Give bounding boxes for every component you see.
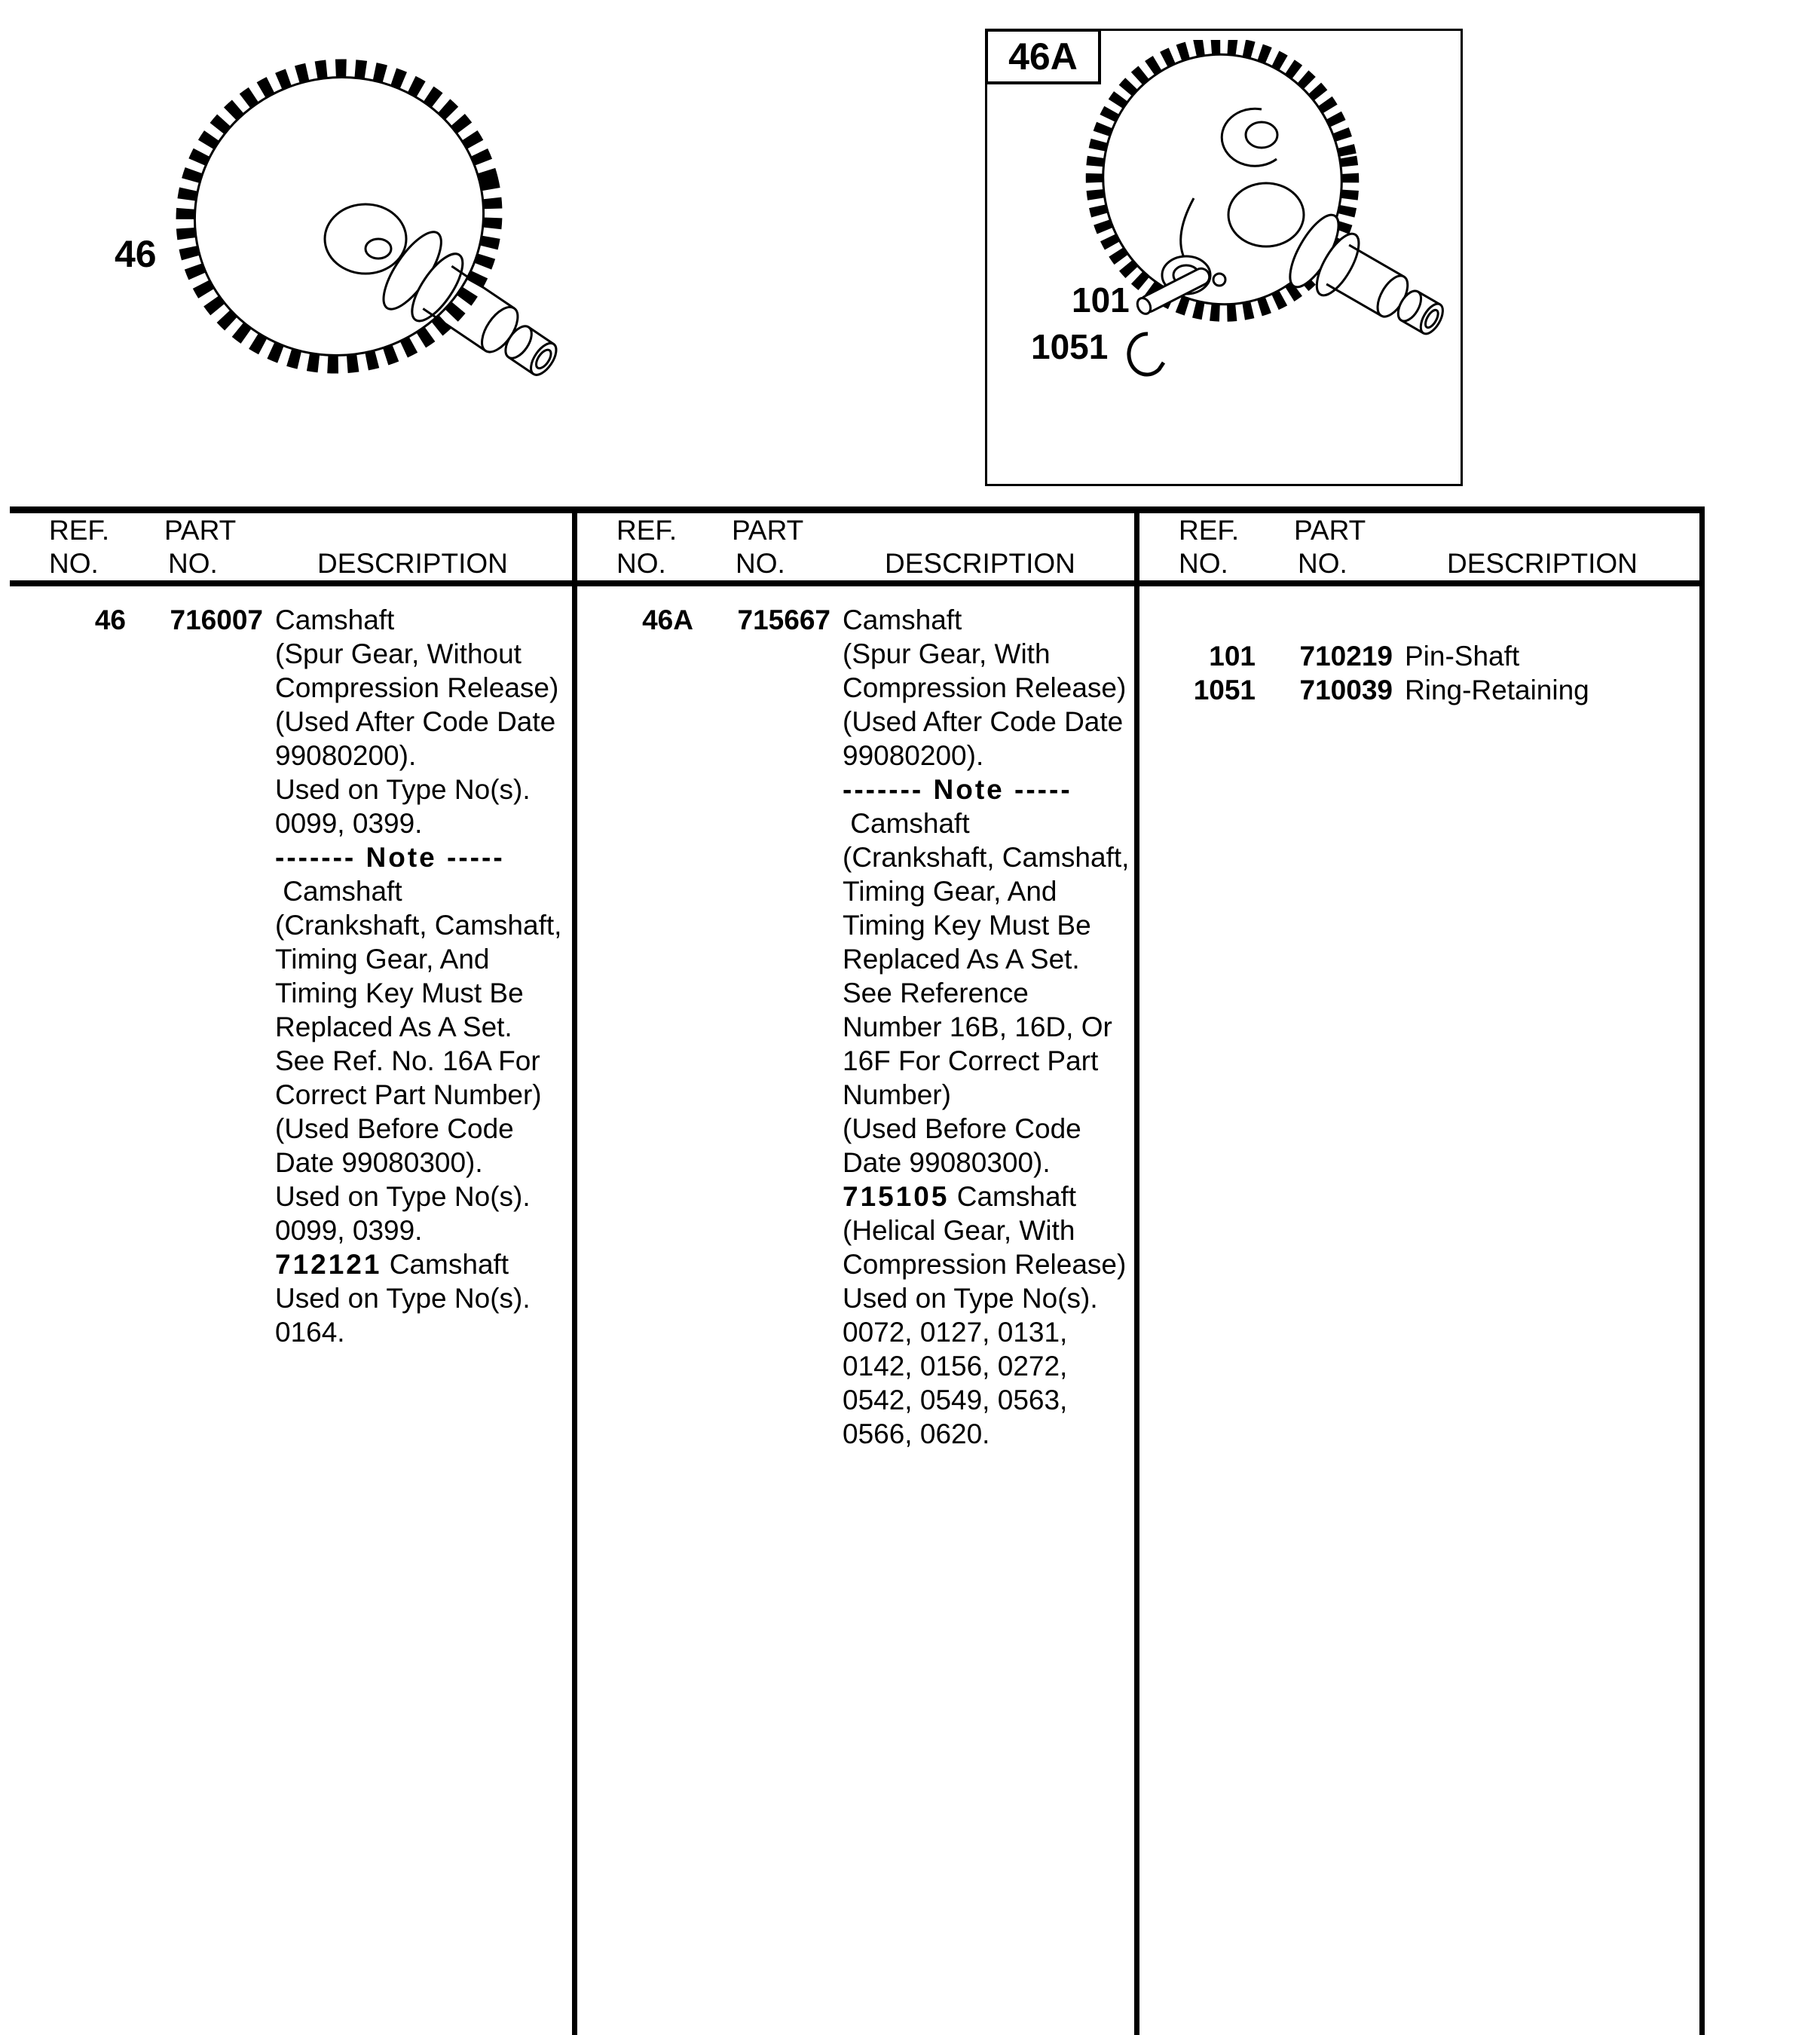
description-line: See Ref. No. 16A For (275, 1045, 540, 1076)
ref-no-header: NO. (1179, 548, 1228, 579)
figure-46-label: 46 (115, 233, 157, 275)
description-line: Ring-Retaining (1405, 675, 1589, 705)
description-line: 99080200). (843, 740, 984, 771)
table-row (10, 603, 572, 1349)
ref-no-header: REF. (1179, 515, 1240, 546)
description-line: Compression Release) (275, 672, 559, 703)
figure-46a-box (985, 29, 1463, 486)
description-header: DESCRIPTION (1447, 548, 1638, 579)
pin-label: 101 (1072, 280, 1130, 320)
part-no-header: NO. (168, 548, 218, 579)
description-line: (Used After Code Date (843, 706, 1124, 737)
description-line: 0072, 0127, 0131, (843, 1317, 1068, 1348)
description-line: (Crankshaft, Camshaft, (843, 842, 1130, 873)
retaining-ring-label: 1051 (1031, 327, 1109, 366)
column-body (577, 603, 1136, 1451)
description-line: 16F For Correct Part (843, 1045, 1099, 1076)
part-no-cell: 716007 (170, 604, 263, 635)
description-line: (Spur Gear, Without (275, 638, 522, 669)
description-line: Timing Gear, And (275, 944, 490, 975)
ref-no-cell: 46A (642, 604, 693, 635)
description-line: Timing Key Must Be (843, 910, 1091, 941)
description-line: Used on Type No(s). (275, 1283, 531, 1314)
description-line: Number 16B, 16D, Or (843, 1011, 1112, 1042)
part-no-header: PART (1294, 515, 1366, 546)
ref-no-header: REF. (616, 515, 678, 546)
description-line: Used on Type No(s). (843, 1283, 1098, 1314)
description-line: Replaced As A Set. (843, 944, 1080, 975)
description-line: (Crankshaft, Camshaft, (275, 910, 562, 941)
description-line: (Helical Gear, With (843, 1215, 1075, 1246)
description-line: Number) (843, 1079, 951, 1110)
description-line: 0164. (275, 1317, 345, 1348)
ref-no-header: NO. (616, 548, 666, 579)
description-line: 0566, 0620. (843, 1418, 990, 1449)
description-line: Date 99080300). (843, 1147, 1051, 1178)
ref-no-header: REF. (49, 515, 110, 546)
description-line: Compression Release) (843, 1249, 1127, 1280)
description-line: Used on Type No(s). (275, 1181, 531, 1212)
description-line: (Spur Gear, With (843, 638, 1051, 669)
ref-no-header: NO. (49, 548, 99, 579)
description-line: Camshaft (843, 604, 962, 635)
description-line: Pin-Shaft (1405, 641, 1520, 672)
retaining-ring-icon (1129, 334, 1164, 375)
camshaft-46-illustration (106, 54, 603, 390)
table-header-rule (10, 580, 1705, 586)
description-line: Used on Type No(s). (275, 774, 531, 805)
table-row (577, 603, 1136, 1451)
description-cell (1405, 639, 1703, 673)
description-line: ------- Note ----- (843, 774, 1072, 805)
part-no-header: PART (732, 515, 804, 546)
column-header (1139, 506, 1703, 580)
description-line: 715105 Camshaft (843, 1181, 1077, 1212)
ref-no-cell: 101 (1209, 641, 1256, 672)
description-cell (1405, 673, 1703, 707)
description-line: Timing Gear, And (843, 876, 1057, 907)
description-line: Camshaft (275, 604, 395, 635)
description-line: See Reference (843, 978, 1029, 1008)
description-line: 0542, 0549, 0563, (843, 1385, 1068, 1415)
description-cell (843, 603, 1136, 1451)
description-line: 712121 Camshaft (275, 1249, 509, 1280)
table-right-rule (1699, 506, 1705, 2035)
column-header (577, 506, 1136, 580)
part-no-header: NO. (736, 548, 785, 579)
gear-hub-icon (325, 204, 406, 274)
description-line: 99080200). (275, 740, 417, 771)
part-no-cell: 710039 (1299, 675, 1393, 705)
description-line: ------- Note ----- (275, 842, 505, 873)
description-line: (Used Before Code (275, 1113, 514, 1144)
description-line: (Used Before Code (843, 1113, 1081, 1144)
table-row (1139, 673, 1703, 707)
part-no-header: PART (164, 515, 237, 546)
column-body (1139, 639, 1703, 707)
column-header (10, 506, 572, 580)
description-line: 0099, 0399. (275, 1215, 423, 1246)
description-line: Camshaft (275, 876, 402, 907)
gear-hub-icon (1228, 183, 1304, 246)
description-line: Correct Part Number) (275, 1079, 542, 1110)
description-line: Compression Release) (843, 672, 1127, 703)
part-no-cell: 710219 (1299, 641, 1393, 672)
table-row (1139, 639, 1703, 673)
column-divider-1 (572, 506, 577, 2035)
column-body (10, 603, 572, 1349)
part-no-header: NO. (1298, 548, 1347, 579)
description-line: Replaced As A Set. (275, 1011, 512, 1042)
figure-46a-label: 46A (1008, 35, 1078, 78)
description-header: DESCRIPTION (885, 548, 1075, 579)
description-line: (Used After Code Date (275, 706, 556, 737)
description-header: DESCRIPTION (317, 548, 508, 579)
part-no-cell: 715667 (737, 604, 830, 635)
ref-no-cell: 1051 (1193, 675, 1256, 705)
ref-no-cell: 46 (94, 604, 126, 635)
description-line: 0142, 0156, 0272, (843, 1351, 1068, 1382)
description-line: Date 99080300). (275, 1147, 483, 1178)
description-line: 0099, 0399. (275, 808, 423, 839)
description-line: Camshaft (843, 808, 970, 839)
camshaft-46a-illustration (996, 40, 1451, 477)
description-line: Timing Key Must Be (275, 978, 524, 1008)
description-cell (275, 603, 572, 1349)
